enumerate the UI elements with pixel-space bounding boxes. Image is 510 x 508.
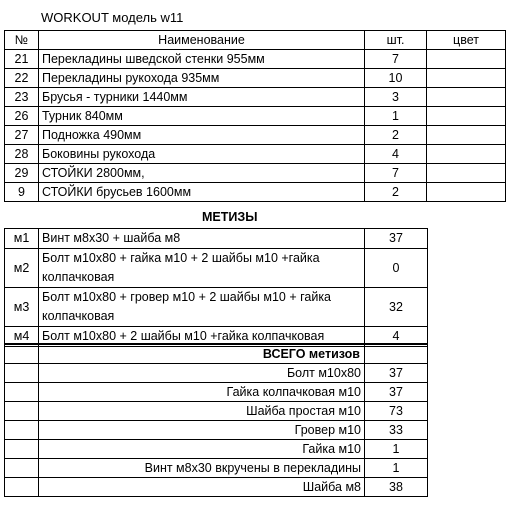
part-qty: 2 xyxy=(365,126,427,145)
table-row xyxy=(5,69,506,88)
part-no: 21 xyxy=(5,50,39,69)
empty-cell xyxy=(5,344,39,363)
part-no: 29 xyxy=(5,164,39,183)
table-row xyxy=(5,126,506,145)
part-color xyxy=(427,50,506,69)
parts-table xyxy=(4,30,506,202)
part-color xyxy=(427,183,506,202)
part-qty: 7 xyxy=(365,164,427,183)
total-name: Шайба м8 xyxy=(39,477,365,496)
part-name: СТОЙКИ 2800мм, xyxy=(39,164,365,183)
table-row xyxy=(5,401,428,420)
total-name: Гайка колпачковая м10 xyxy=(39,382,365,401)
part-name: Перекладины шведской стенки 955мм xyxy=(39,50,365,69)
part-qty: 7 xyxy=(365,50,427,69)
total-name: Шайба простая м10 xyxy=(39,401,365,420)
part-qty: 2 xyxy=(365,183,427,202)
total-qty: 1 xyxy=(365,458,428,477)
total-qty: 33 xyxy=(365,420,428,439)
part-qty: 1 xyxy=(365,107,427,126)
table-row xyxy=(5,477,428,496)
part-name: Брусья - турники 1440мм xyxy=(39,88,365,107)
empty-cell xyxy=(5,477,39,496)
part-color xyxy=(427,164,506,183)
table-row xyxy=(5,382,428,401)
table-row xyxy=(5,458,428,477)
document-title: WORKOUT модель w11 xyxy=(41,10,184,25)
metiz-qty: 0 xyxy=(365,249,428,288)
metiz-name: Болт м10х80 + 2 шайбы м10 +гайка колпачковая xyxy=(39,327,365,347)
empty-cell xyxy=(5,439,39,458)
part-name: Перекладины рукохода 935мм xyxy=(39,69,365,88)
table-row xyxy=(5,145,506,164)
table-row xyxy=(5,88,506,107)
table-row xyxy=(5,50,506,69)
metiz-no: м4 xyxy=(5,327,39,347)
table-row xyxy=(5,439,428,458)
header-qty: шт. xyxy=(365,31,427,50)
table-row xyxy=(5,107,506,126)
part-color xyxy=(427,126,506,145)
total-qty: 1 xyxy=(365,439,428,458)
empty-cell xyxy=(365,344,428,363)
table-row xyxy=(5,183,506,202)
part-no: 22 xyxy=(5,69,39,88)
metiz-no: м3 xyxy=(5,288,39,327)
table-row xyxy=(5,363,428,382)
metiz-name: Болт м10х80 + гайка м10 + 2 шайбы м10 +гайка колпачковая xyxy=(39,249,365,288)
part-no: 23 xyxy=(5,88,39,107)
total-qty: 73 xyxy=(365,401,428,420)
table-row xyxy=(5,164,506,183)
metiz-name: Болт м10х80 + гровер м10 + 2 шайбы м10 + гайка колпачковая xyxy=(39,288,365,327)
part-no: 9 xyxy=(5,183,39,202)
totals-table xyxy=(4,343,428,497)
parts-table-header xyxy=(5,31,506,50)
totals-title: ВСЕГО метизов xyxy=(39,344,365,363)
metizy-table xyxy=(4,228,428,347)
part-color xyxy=(427,88,506,107)
part-qty: 4 xyxy=(365,145,427,164)
total-name: Гайка м10 xyxy=(39,439,365,458)
empty-cell xyxy=(5,363,39,382)
metiz-qty: 4 xyxy=(365,327,428,347)
total-name: Болт м10х80 xyxy=(39,363,365,382)
metiz-no: м2 xyxy=(5,249,39,288)
part-name: Подножка 490мм xyxy=(39,126,365,145)
empty-cell xyxy=(5,401,39,420)
part-name: Турник 840мм xyxy=(39,107,365,126)
table-row xyxy=(5,288,428,327)
totals-header-row xyxy=(5,344,428,363)
empty-cell xyxy=(5,458,39,477)
metizy-title: МЕТИЗЫ xyxy=(202,210,258,224)
metiz-qty: 37 xyxy=(365,229,428,249)
header-color: цвет xyxy=(427,31,506,50)
empty-cell xyxy=(5,382,39,401)
table-row xyxy=(5,420,428,439)
metiz-no: м1 xyxy=(5,229,39,249)
header-no: № xyxy=(5,31,39,50)
part-name: СТОЙКИ брусьев 1600мм xyxy=(39,183,365,202)
metiz-name: Винт м8х30 + шайба м8 xyxy=(39,229,365,249)
table-row xyxy=(5,249,428,288)
table-row xyxy=(5,229,428,249)
total-qty: 38 xyxy=(365,477,428,496)
part-name: Боковины рукохода xyxy=(39,145,365,164)
metiz-qty: 32 xyxy=(365,288,428,327)
part-color xyxy=(427,107,506,126)
total-qty: 37 xyxy=(365,363,428,382)
part-color xyxy=(427,145,506,164)
total-name: Винт м8х30 вкручены в перекладины xyxy=(39,458,365,477)
empty-cell xyxy=(5,420,39,439)
part-no: 26 xyxy=(5,107,39,126)
part-no: 28 xyxy=(5,145,39,164)
total-qty: 37 xyxy=(365,382,428,401)
total-name: Гровер м10 xyxy=(39,420,365,439)
part-color xyxy=(427,69,506,88)
header-name: Наименование xyxy=(39,31,365,50)
part-qty: 10 xyxy=(365,69,427,88)
part-no: 27 xyxy=(5,126,39,145)
part-qty: 3 xyxy=(365,88,427,107)
